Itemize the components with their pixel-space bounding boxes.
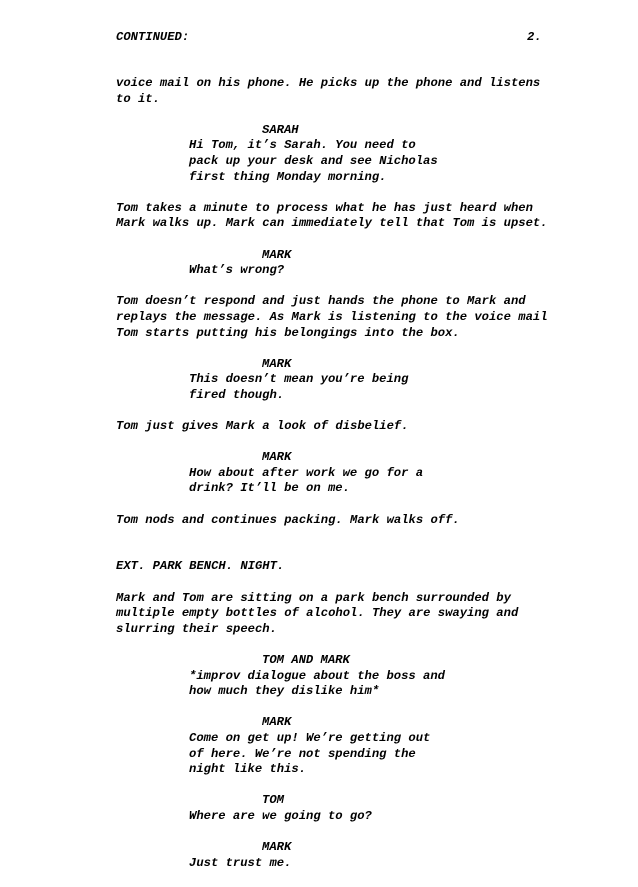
continued-label: CONTINUED: — [116, 30, 190, 44]
action-line: Tom just gives Mark a look of disbelief. — [116, 419, 409, 434]
action-line: slurring their speech. — [116, 621, 277, 636]
character-cue: MARK — [262, 840, 292, 855]
dialogue-line: This doesn’t mean you’re being — [189, 372, 409, 387]
character-cue: TOM AND MARK — [262, 652, 350, 667]
dialogue-block — [116, 840, 566, 871]
dialogue-block — [116, 248, 566, 279]
action-block — [116, 294, 566, 341]
dialogue-line: Hi Tom, it’s Sarah. You need to — [189, 138, 416, 153]
character-cue: MARK — [262, 356, 292, 371]
action-block — [116, 513, 566, 529]
character-cue: MARK — [262, 450, 292, 465]
scene-heading-line: EXT. PARK BENCH. NIGHT. — [116, 559, 285, 574]
dialogue-line: *improv dialogue about the boss and — [189, 668, 445, 683]
dialogue-line: first thing Monday morning. — [189, 169, 387, 184]
dialogue-line: of here. We’re not spending the — [189, 746, 416, 761]
character-cue: SARAH — [262, 122, 299, 137]
action-line: Tom nods and continues packing. Mark walks off. — [116, 512, 460, 527]
scene-heading — [116, 544, 566, 575]
dialogue-line: night like this. — [189, 762, 307, 777]
action-line: Tom doesn’t respond and just hands the phone to Mark and — [116, 294, 526, 309]
dialogue-line: Come on get up! We’re getting out — [189, 730, 431, 745]
action-block — [116, 591, 566, 638]
action-line: to it. — [116, 91, 160, 106]
dialogue-line: pack up your desk and see Nicholas — [189, 153, 438, 168]
dialogue-block — [116, 793, 566, 824]
action-line: multiple empty bottles of alcohol. They are swaying and — [116, 606, 519, 621]
dialogue-line: How about after work we go for a — [189, 465, 424, 480]
dialogue-block — [116, 653, 566, 700]
action-block — [116, 201, 566, 232]
action-block — [116, 419, 566, 435]
action-line: Tom takes a minute to process what he has just heard when — [116, 200, 533, 215]
action-line: replays the message. As Mark is listening to the voice mail — [116, 309, 548, 324]
character-cue: MARK — [262, 247, 292, 262]
dialogue-line: Just trust me. — [189, 855, 292, 870]
dialogue-line: drink? It’ll be on me. — [189, 481, 350, 496]
dialogue-block — [116, 123, 566, 185]
script-body — [116, 76, 566, 887]
action-line: Mark and Tom are sitting on a park bench surrounded by — [116, 590, 511, 605]
character-cue: MARK — [262, 715, 292, 730]
action-line: voice mail on his phone. He picks up the phone and listens — [116, 76, 541, 90]
action-line: Tom starts putting his belongings into the box. — [116, 325, 460, 340]
dialogue-block — [116, 357, 566, 404]
dialogue-line: how much they dislike him* — [189, 684, 380, 699]
page-number: 2. — [527, 30, 542, 44]
dialogue-line: fired though. — [189, 387, 285, 402]
dialogue-block — [116, 715, 566, 777]
dialogue-line: Where are we going to go? — [189, 808, 372, 823]
action-line: Mark walks up. Mark can immediately tell that Tom is upset. — [116, 216, 548, 231]
dialogue-block — [116, 450, 566, 497]
action-block — [116, 76, 566, 107]
dialogue-line: What’s wrong? — [189, 263, 285, 278]
character-cue: TOM — [262, 793, 284, 808]
